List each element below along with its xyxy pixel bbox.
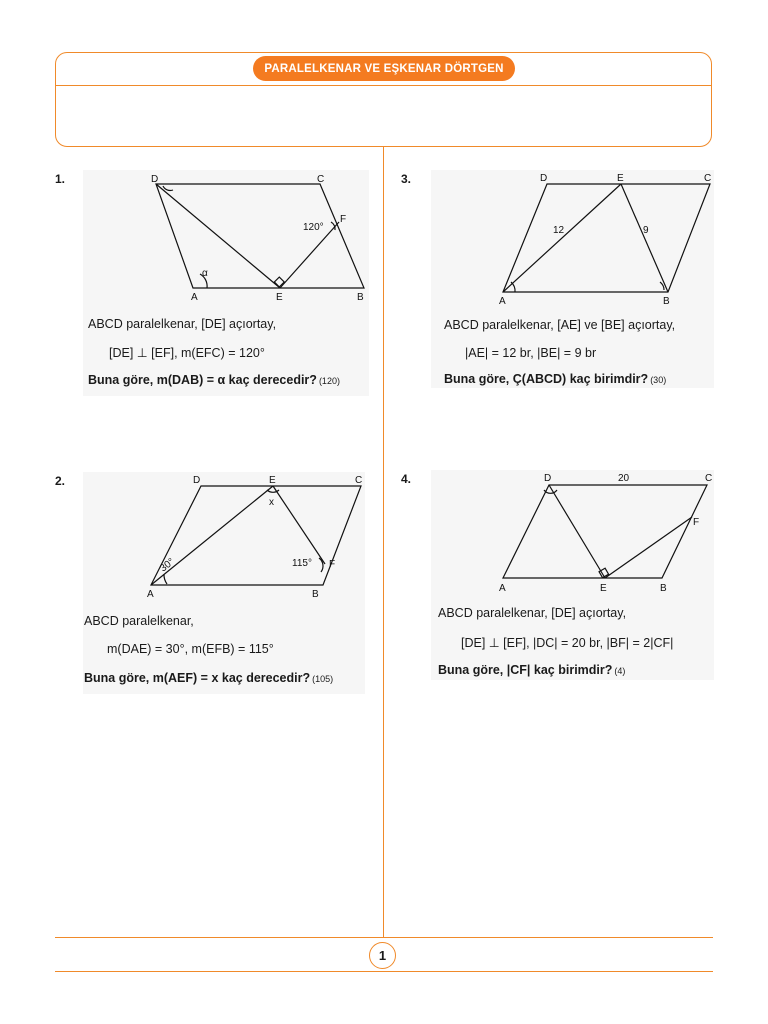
question-3-number: 3. <box>401 172 412 186</box>
q4-question: Buna göre, |CF| kaç birimdir? <box>438 663 613 677</box>
q2-line2: m(DAE) = 30°, m(EFB) = 115° <box>107 642 274 656</box>
q1-label-a: A <box>191 292 198 303</box>
q2-question: Buna göre, m(AEF) = x kaç derecedir? <box>84 671 311 685</box>
question-3-card <box>431 170 714 388</box>
q2-label-b: B <box>312 589 319 600</box>
q1-question: Buna göre, m(DAB) = α kaç derecedir? <box>88 373 317 387</box>
q3-question: Buna göre, Ç(ABCD) kaç birimdir? <box>444 372 649 386</box>
question-1-card <box>83 170 369 396</box>
page-title: PARALELKENAR VE EŞKENAR DÖRTGEN <box>253 56 515 81</box>
q4-label-d: D <box>544 473 552 484</box>
q1-label-d: D <box>151 174 159 185</box>
q1-alpha: α <box>202 268 208 279</box>
q3-line1: ABCD paralelkenar, [AE] ve [BE] açıortay, <box>444 318 676 332</box>
column-divider <box>383 147 384 937</box>
q2-label-c: C <box>355 475 363 486</box>
q3-length-ae: 12 <box>553 225 565 236</box>
page-number: 1 <box>369 942 396 969</box>
q1-question-row <box>88 373 340 387</box>
question-1-number: 1. <box>55 172 66 186</box>
q1-label-f: F <box>340 214 347 225</box>
q2-question-row <box>84 671 333 685</box>
q4-line2: [DE] ⊥ [EF], |DC| = 20 br, |BF| = 2|CF| <box>461 636 674 650</box>
q2-label-a: A <box>147 589 154 600</box>
q4-label-a: A <box>499 583 506 594</box>
q3-label-e: E <box>617 173 624 184</box>
q2-label-x: x <box>269 497 274 508</box>
q4-length-dc: 20 <box>618 473 630 484</box>
q3-label-c: C <box>704 173 712 184</box>
q4-question-row <box>438 663 625 677</box>
q2-angle-f: 115° <box>292 558 312 569</box>
q2-label-f: F <box>329 559 336 570</box>
header-divider <box>56 85 711 86</box>
q3-question-row <box>444 372 666 386</box>
q4-line1: ABCD paralelkenar, [DE] açıortay, <box>438 606 627 620</box>
q1-label-c: C <box>317 174 325 185</box>
q1-line1: ABCD paralelkenar, [DE] açıortay, <box>88 317 277 331</box>
q2-line1: ABCD paralelkenar, <box>84 614 194 628</box>
q1-answer: (120) <box>318 376 340 386</box>
q4-label-f: F <box>693 517 700 528</box>
q4-label-c: C <box>705 473 713 484</box>
question-4-number: 4. <box>401 472 412 486</box>
question-1-figure <box>83 170 369 310</box>
q3-line2: |AE| = 12 br, |BE| = 9 br <box>465 346 597 360</box>
footer-bottom-line <box>55 971 713 972</box>
q3-label-b: B <box>663 296 670 307</box>
q3-label-d: D <box>540 173 548 184</box>
question-3-figure <box>431 170 714 310</box>
q2-label-d: D <box>193 475 201 486</box>
q2-angle-a: 30° <box>158 556 177 575</box>
q3-answer: (30) <box>650 375 667 385</box>
question-4-card <box>431 470 714 680</box>
q1-line2: [DE] ⊥ [EF], m(EFC) = 120° <box>109 346 265 360</box>
q4-label-e: E <box>600 583 607 594</box>
q4-answer: (4) <box>614 666 626 676</box>
q2-answer: (105) <box>312 674 334 684</box>
q3-length-be: 9 <box>643 225 649 236</box>
q1-label-b: B <box>357 292 364 303</box>
q3-label-a: A <box>499 296 506 307</box>
question-2-card <box>83 472 365 694</box>
footer-top-line <box>55 937 713 938</box>
q1-label-e: E <box>276 292 283 303</box>
q2-label-e: E <box>269 475 276 486</box>
q4-label-b: B <box>660 583 667 594</box>
question-4-figure <box>431 470 714 600</box>
question-2-figure <box>83 472 365 604</box>
question-2-number: 2. <box>55 474 66 488</box>
q1-angle-f: 120° <box>303 222 324 233</box>
